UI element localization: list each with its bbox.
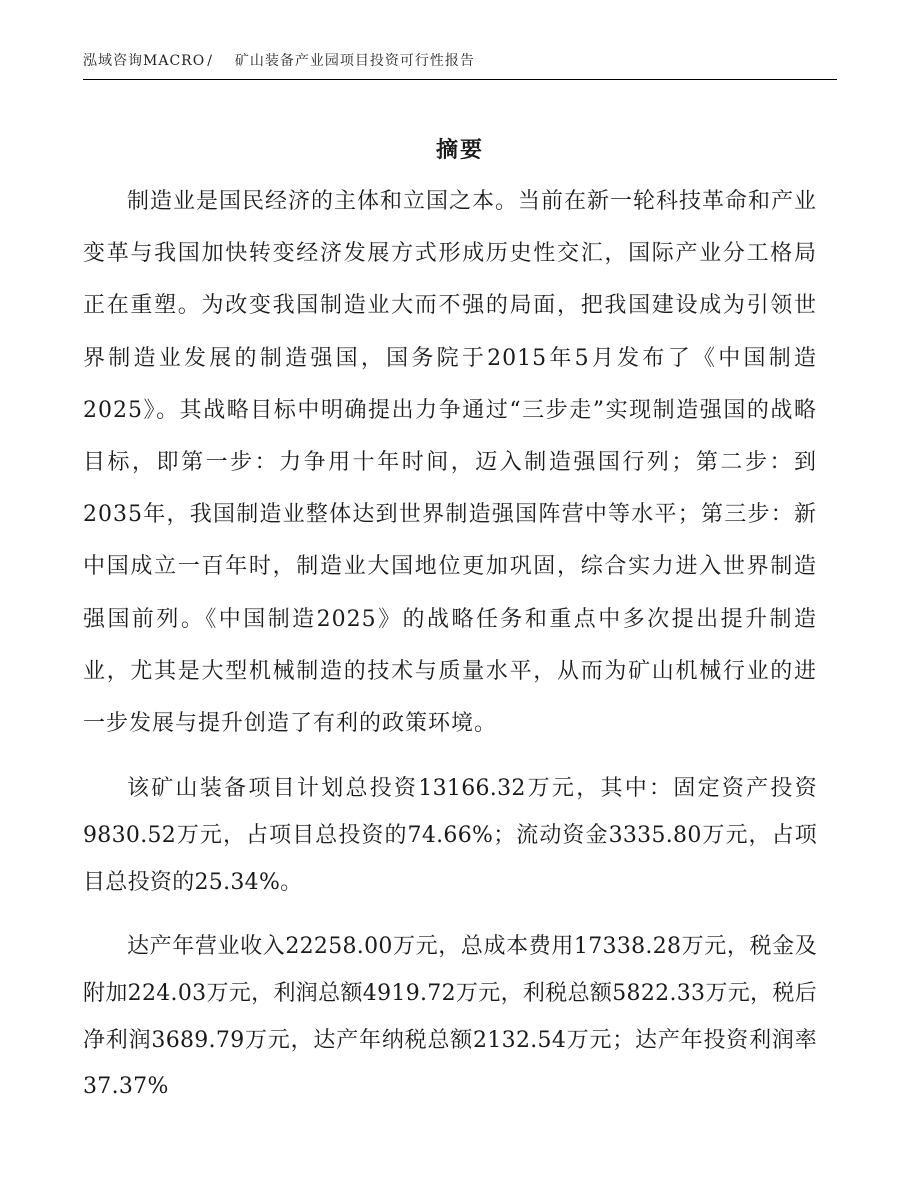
- page-header: [83, 50, 475, 70]
- header-divider: [83, 79, 837, 80]
- header-document-title: 矿山装备产业园项目投资可行性报告: [234, 53, 475, 69]
- paragraph-revenue: 达产年营业收入22258.00万元，总成本费用17338.28万元，税金及附加224.03万元，利润总额4919.72万元，利税总额5822.33万元，税后净利润3689.79万元，达产年纳税总额2132.54万元；达产年投资利润率37.37%: [83, 934, 817, 1100]
- header-brand: 泓域咨询MACRO: [83, 53, 206, 69]
- paragraph-investment: 该矿山装备项目计划总投资13166.32万元，其中：固定资产投资9830.52万元，占项目总投资的74.66%；流动资金3335.80万元，占项目总投资的25.34%。: [83, 776, 817, 895]
- document-body: [83, 176, 817, 1111]
- header-separator: /: [207, 53, 213, 69]
- page-title: 摘要: [435, 137, 484, 163]
- paragraph-background: 制造业是国民经济的主体和立国之本。当前在新一轮科技革命和产业变革与我国加快转变经济发展方式形成历史性交汇，国际产业分工格局正在重塑。为改变我国制造业大而不强的局面，把我国建设成为引领世界制造业发展的制造强国，国务院于2015年5月发布了《中国制造2025》。其战略目标中明确提出力争通过“三步走”实现制造强国的战略目标，即第一步：力争用十年时间，迈入制造强国行列；第二步：到2035年，我国制造业整体达到世界制造强国阵营中等水平；第三步：新中国成立一百年时，制造业大国地位更加巩固，综合实力进入世界制造强国前列。《中国制造2025》的战略任务和重点中多次提出提升制造业，尤其是大型机械制造的技术与质量水平，从而为矿山机械行业的进一步发展与提升创造了有利的政策环境。: [83, 189, 818, 737]
